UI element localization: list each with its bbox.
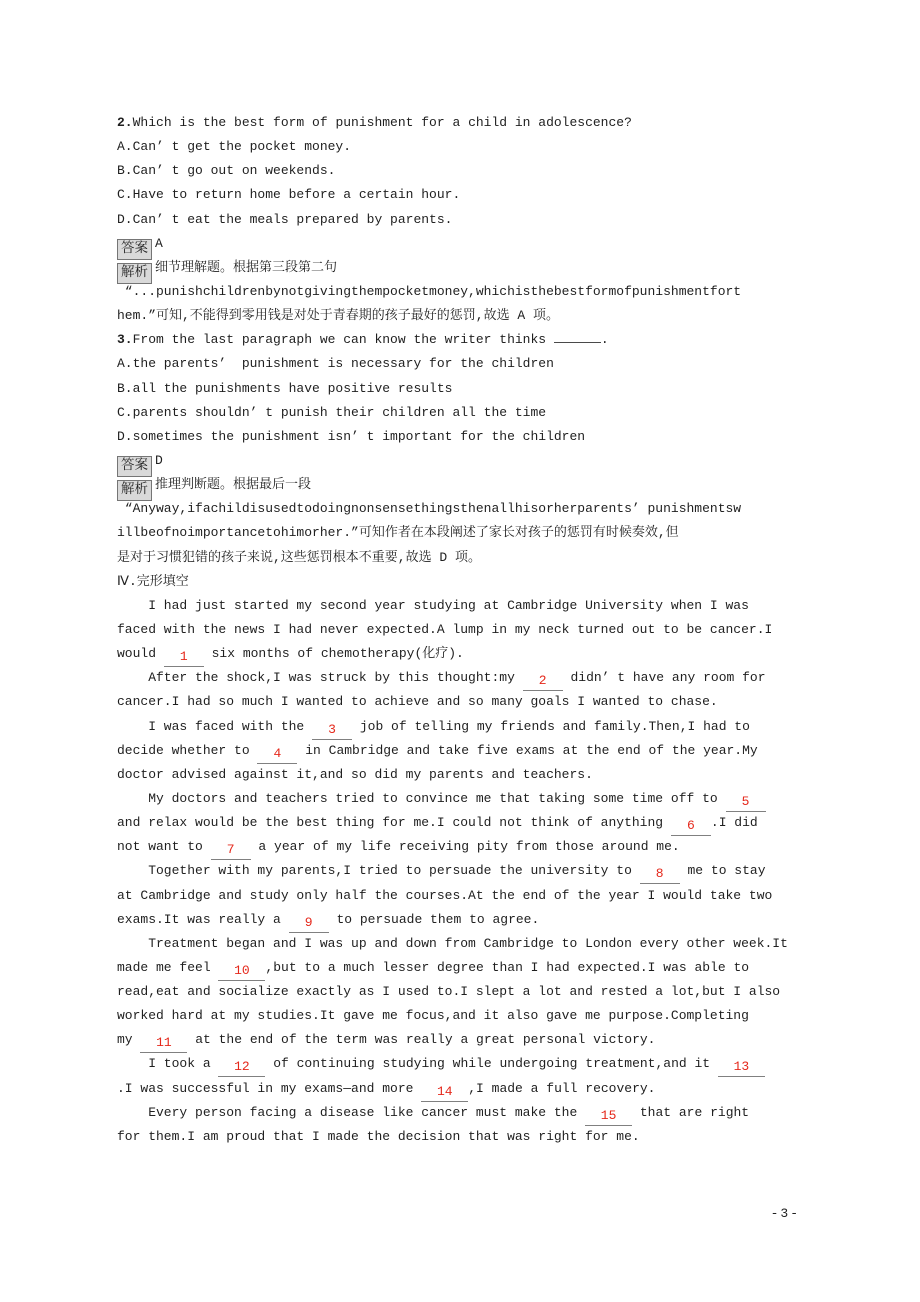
text-segment: B.all the punishments have positive results <box>117 380 453 396</box>
text-segment: A.the parents’ punishment is necessary for the children <box>117 356 554 372</box>
text-segment: and relax would be the best thing for me.I could not think of anything <box>117 815 671 831</box>
cloze-blank-9: 9 <box>289 915 329 933</box>
text-segment: B.Can’ t go out on weekends. <box>117 163 336 179</box>
text-segment: From the last paragraph we can know the writer thinks <box>132 332 554 348</box>
cloze-blank-7: 7 <box>211 842 251 860</box>
cloze-blank-14: 14 <box>421 1084 468 1102</box>
text-segment: made me feel <box>117 959 219 975</box>
text-segment: to persuade them to agree. <box>328 911 540 927</box>
doc-line <box>117 884 803 908</box>
doc-line <box>117 1052 803 1076</box>
text-segment: that are right <box>632 1104 750 1120</box>
doc-line <box>117 642 803 666</box>
text-segment: Which is the best form of punishment for a child in adolescence? <box>132 115 632 130</box>
doc-line <box>117 811 803 835</box>
text-segment: D.sometimes the punishment isn’ t important for the children <box>117 428 586 444</box>
text-segment: read,eat and socialize exactly as I used to.I slept a lot and rested a lot,but I also <box>117 984 781 1000</box>
cloze-blank-5: 5 <box>726 794 766 812</box>
text-segment: I took a <box>117 1056 219 1072</box>
doc-line <box>117 328 803 352</box>
cloze-blank-4: 4 <box>257 746 297 764</box>
doc-line <box>117 1028 803 1052</box>
doc-line <box>117 377 803 401</box>
doc-line <box>117 908 803 932</box>
doc-line <box>117 521 803 545</box>
doc-line <box>117 690 803 714</box>
text-segment: for them.I am proud that I made the decision that was right for me. <box>117 1128 640 1144</box>
text-segment: cancer.I had so much I wanted to achieve and so many goals I wanted to chase. <box>117 694 718 710</box>
cloze-blank-13: 13 <box>718 1059 765 1077</box>
doc-line <box>117 859 803 883</box>
text-segment: A <box>155 235 163 251</box>
doc-line <box>117 787 803 811</box>
text-segment: job of telling my friends and family.Then,I had to <box>352 718 750 734</box>
question-number: 2. <box>117 115 133 130</box>
doc-line <box>117 932 803 956</box>
text-segment: not want to <box>117 839 211 855</box>
doc-line <box>117 497 803 521</box>
document-lines <box>117 111 803 1149</box>
text-segment: 是对于习惯犯错的孩子来说,这些惩罚根本不重要,故选 D 项。 <box>117 549 482 565</box>
doc-line <box>117 208 803 232</box>
text-segment: I was faced with the <box>117 718 313 734</box>
cloze-blank-8: 8 <box>640 866 680 884</box>
doc-line <box>117 1125 803 1149</box>
text-segment: 推理判断题。根据最后一段 <box>155 477 312 493</box>
doc-line <box>117 739 803 763</box>
doc-line <box>117 183 803 207</box>
text-segment: “...punishchildrenbynotgivingthempocketmoney,whichisthebestformofpunishmentfort <box>117 283 742 299</box>
text-segment: 细节理解题。根据第三段第二句 <box>155 259 338 275</box>
doc-line <box>117 401 803 425</box>
text-segment: me to stay <box>679 863 766 879</box>
cloze-blank-2: 2 <box>523 673 563 691</box>
text-segment: D <box>155 452 163 468</box>
text-segment: of continuing studying while undergoing treatment,and it <box>265 1056 718 1072</box>
text-segment: faced with the news I had never expected.A lump in my neck turned out to be cancer.I <box>117 621 773 637</box>
question-number: 3. <box>117 332 133 348</box>
doc-line <box>117 232 803 256</box>
analysis-box: 解析 <box>117 263 152 284</box>
text-segment: After the shock,I was struck by this thought:my <box>117 670 523 686</box>
doc-line <box>117 1077 803 1101</box>
doc-line <box>117 304 803 328</box>
text-segment: a year of my life receiving pity from those around me. <box>250 839 680 855</box>
doc-line <box>117 449 803 473</box>
text-segment: at Cambridge and study only half the courses.At the end of the year I would take two <box>117 887 773 903</box>
doc-line <box>117 570 803 594</box>
text-segment: exams.It was really a <box>117 911 289 927</box>
analysis-box: 解析 <box>117 480 152 501</box>
text-segment: Treatment began and I was up and down from Cambridge to London every other week.It <box>117 935 788 951</box>
doc-line <box>117 546 803 570</box>
text-segment: .I did <box>710 815 758 831</box>
cloze-blank-3: 3 <box>312 722 352 740</box>
text-segment: worked hard at my studies.It gave me focus,and it also gave me purpose.Completing <box>117 1008 749 1024</box>
doc-line <box>117 666 803 690</box>
doc-line <box>117 980 803 1004</box>
text-segment: D.Can’ t eat the meals prepared by parents. <box>117 211 453 227</box>
cloze-blank-10: 10 <box>218 963 265 981</box>
text-segment: “Anyway,ifachildisusedtodoingnonsensethingsthenallhisorherparents’ punishmentsw <box>117 501 742 517</box>
text-segment: Ⅳ.完形填空 <box>117 573 189 589</box>
doc-line <box>117 1004 803 1028</box>
doc-line <box>117 425 803 449</box>
doc-line <box>117 594 803 618</box>
doc-line <box>117 956 803 980</box>
text-segment: My doctors and teachers tried to convince me that taking some time off to <box>117 790 726 806</box>
text-segment: . <box>600 332 609 348</box>
answer-blank <box>554 329 601 343</box>
cloze-blank-15: 15 <box>585 1108 632 1126</box>
text-segment: I had just started my second year studying at Cambridge University when I was <box>117 597 749 613</box>
doc-line <box>117 111 803 135</box>
text-segment: Together with my parents,I tried to persuade the university to <box>117 863 640 879</box>
doc-line <box>117 763 803 787</box>
page-number: -3- <box>770 1206 800 1221</box>
doc-line <box>117 618 803 642</box>
answer-box: 答案 <box>117 239 152 260</box>
text-segment: doctor advised against it,and so did my parents and teachers. <box>117 766 593 782</box>
doc-line <box>117 352 803 376</box>
text-segment: my <box>117 1032 141 1048</box>
doc-line <box>117 835 803 859</box>
text-segment: C.parents shouldn’ t punish their children all the time <box>117 404 547 420</box>
text-segment: illbeofnoimportancetohimorher.”可知作者在本段阐述了家长对孩子的惩罚有时候奏效,但 <box>117 525 679 541</box>
text-segment: hem.”可知,不能得到零用钱是对处于青春期的孩子最好的惩罚,故选 A 项。 <box>117 308 560 324</box>
text-segment: didn’ t have any room for <box>562 670 766 686</box>
text-segment: six months of chemotherapy(化疗). <box>203 646 464 662</box>
text-segment: Every person facing a disease like cancer must make the <box>117 1104 586 1120</box>
answer-box: 答案 <box>117 456 152 477</box>
text-segment: would <box>117 646 164 662</box>
cloze-blank-11: 11 <box>140 1035 187 1053</box>
text-segment: in Cambridge and take five exams at the end of the year.My <box>297 742 758 758</box>
text-segment: decide whether to <box>117 742 258 758</box>
doc-line <box>117 715 803 739</box>
doc-line <box>117 135 803 159</box>
doc-line <box>117 256 803 280</box>
text-segment: A.Can’ t get the pocket money. <box>117 139 352 155</box>
text-segment: ,but to a much lesser degree than I had expected.I was able to <box>265 959 750 975</box>
doc-line <box>117 159 803 183</box>
text-segment: at the end of the term was really a great personal victory. <box>187 1032 656 1048</box>
text-segment: ,I made a full recovery. <box>468 1080 656 1096</box>
doc-line <box>117 473 803 497</box>
cloze-blank-6: 6 <box>671 818 711 836</box>
cloze-blank-12: 12 <box>218 1059 265 1077</box>
doc-line <box>117 280 803 304</box>
text-segment: C.Have to return home before a certain hour. <box>117 187 461 203</box>
doc-line <box>117 1101 803 1125</box>
cloze-blank-1: 1 <box>164 649 204 667</box>
text-segment: .I was successful in my exams—and more <box>117 1080 422 1096</box>
